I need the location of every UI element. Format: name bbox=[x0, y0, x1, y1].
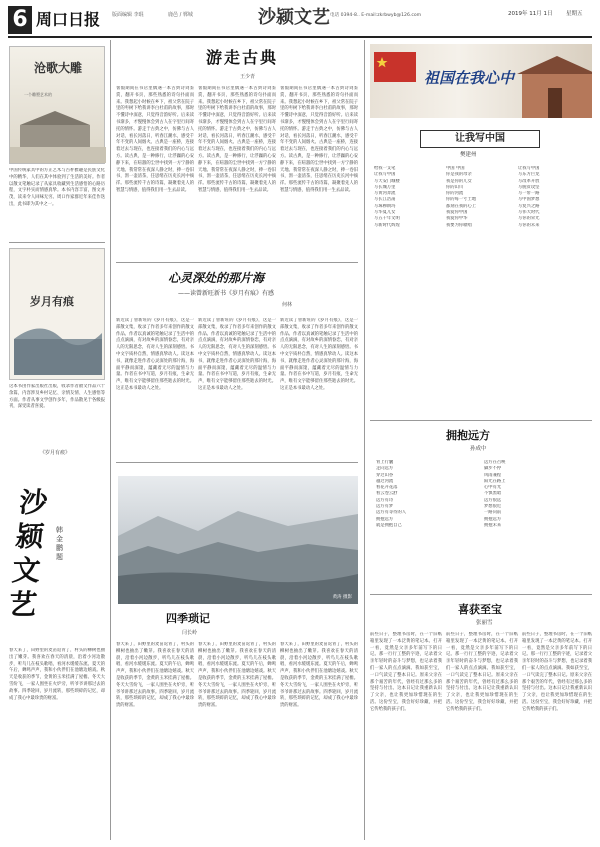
landscape-photo bbox=[118, 476, 358, 604]
page-number: 6 bbox=[8, 6, 32, 34]
seasons-author: 闫长岭 bbox=[182, 630, 198, 636]
right-body-1: 前些日子，整理书房时，在一个旧纸箱里发现了一本泛黄的笔记本。打开一看，竟然是父亲多年前写下的日记。那一行行工整的字迹，记录着父亲年轻时的奋斗与梦想，也记录着我们一家人的点点滴滴。我如获至宝，一口气读完了整本日记。原来父亲在那个艰苦的年代，曾经有过那么多的坚持与付出。这本日记让我重新认识了父亲，也让我更加珍惜现在的生活。这份至宝，我会好好珍藏，并把它传给我的孩子们。 bbox=[370, 632, 442, 712]
review-author: 何林 bbox=[282, 302, 293, 308]
review-body-3: 新近读了曾新旺的《岁月有痕》，这是一部散文集，收录了作者多年来创作的散文作品。作者以真诚的笔触记录了生活中的点点滴滴，有对故乡的深情眷恋，有对亲人的无限思念，有对人生的深刻感悟。书中文字质朴自然，情感真挚动人。读这本书，就像走进作者心灵深处的那片海，海面平静而深邃，蕴藏着无尽的温情与力量。作者在书中写道，岁月有痕，生命无声，唯有文字能够留住那些逝去的时光。这正是本书最动人之处。 bbox=[280, 318, 358, 391]
poem2-col-1 bbox=[376, 460, 476, 529]
poem-col-3 bbox=[518, 166, 590, 229]
review-title: 心灵深处的那片海 bbox=[168, 271, 265, 285]
poem-line: 写珠穆朗玛 bbox=[374, 203, 396, 209]
poem-line: 你的河流 bbox=[446, 191, 464, 197]
poem-line: 写华夏儿女 bbox=[374, 210, 396, 216]
poem-line: 写脱贫攻坚 bbox=[518, 184, 540, 190]
poem-line: 写东方巨龙 bbox=[518, 172, 540, 178]
section-title: 沙颍文艺 bbox=[258, 7, 330, 28]
weekday: 星期五 bbox=[566, 11, 583, 17]
seasons-body-3: 春天来了，田野里的麦苗返青了，村头的柳树也抽出了嫩芽。我喜欢在春天的清晨，沿着小河边散步，听鸟儿在枝头歌唱，看河水缓缓东流。夏天的午后，蝉鸣声声，我和小伙伴们在池塘边嬉戏。秋天是收获的季节，金黄的玉米挂满了屋檐。冬天大雪纷飞，一家人围坐在火炉旁，听爷爷讲那过去的故事。四季轮回，岁月流转，那些琐碎的记忆，却成了我心中最珍贵的财富。 bbox=[280, 642, 358, 709]
poem2-line: 远方有等待的人 bbox=[376, 510, 407, 516]
poem2-title: 拥抱远方 bbox=[446, 429, 490, 442]
banner-text: 祖国在我心中 bbox=[424, 69, 515, 87]
poem2-line: 一路向前 bbox=[484, 510, 502, 516]
book-cover-image bbox=[9, 46, 105, 164]
poem2-line: 拥抱未来 bbox=[484, 522, 502, 528]
poem-line: 写改革开放 bbox=[518, 178, 540, 184]
main-body-2: 暑假期间在书店里偶遇一本古典诗词鉴赏，翻开书页，那些熟悉的诗句扑面而来。我想起小时候在乡下，祖父常在院子里的枣树下给我讲李白杜甫的故事，那时不懂诗中深意，只觉得音韵好听。后来读书渐多，才慢慢体会到古人在字里行间寄托的情怀。游走于古典之中，仿佛与古人对话，看长河落日，听春江潮水，感受千年不变的人间烟火。古典是一座桥，连接着过去与现在，也连接着我们的内心与远方。读古典，是一种修行，让浮躁的心安静下来，在喧嚣的尘世中找到一方宁静的天地。我常常在夜深人静之时，捧一卷旧书，沏一壶清茶，任思绪在历史长河中徜徉。那些流传千古的诗篇，凝聚着先人的智慧与情感，值得我们用一生去品读。 bbox=[198, 86, 276, 193]
poem2-line: 远方很远 bbox=[484, 497, 502, 503]
book-review-cover-text: 这本书由作家出版社出版，收录作者散文作品六十余篇，内容涉及乡村记忆、亲情友情、人生感悟等方面。作者从事文学创作多年，作品散见于各级报刊，深受读者喜爱。 bbox=[9, 384, 105, 410]
review-subtitle: ——读曾新旺新书《岁月有痕》有感 bbox=[178, 290, 275, 297]
poem-line: 写中国梦想 bbox=[518, 197, 540, 203]
poem-line: 写五千年文明 bbox=[374, 216, 400, 222]
review-body-2: 新近读了曾新旺的《岁月有痕》，这是一部散文集，收录了作者多年来创作的散文作品。作者以真诚的笔触记录了生活中的点点滴滴，有对故乡的深情眷恋，有对亲人的无限思念，有对人生的深刻感悟。书中文字质朴自然，情感真挚动人。读这本书，就像走进作者心灵深处的那片海，海面平静而深邃，蕴藏着无尽的温情与力量。作者在书中写道，岁月有痕，生命无声，唯有文字能够留住那些逝去的时光。这正是本书最动人之处。 bbox=[198, 318, 276, 391]
poem-line: 让我写中国 bbox=[518, 166, 540, 171]
landscape-art bbox=[118, 476, 358, 604]
seasons-body-2: 春天来了，田野里的麦苗返青了，村头的柳树也抽出了嫩芽。我喜欢在春天的清晨，沿着小河边散步，听鸟儿在枝头歌唱，看河水缓缓东流。夏天的午后，蝉鸣声声，我和小伙伴们在池塘边嬉戏。秋天是收获的季节，金黄的玉米挂满了屋檐。冬天大雪纷飞，一家人围坐在火炉旁，听爷爷讲那过去的故事。四季轮回，岁月流转，那些琐碎的记忆，却成了我心中最珍贵的财富。 bbox=[198, 642, 276, 709]
banner bbox=[370, 44, 592, 118]
date: 2019年 11月 1日 bbox=[508, 11, 553, 17]
poem-line: 写长城万里 bbox=[374, 184, 396, 190]
cover-2-art bbox=[10, 249, 106, 381]
seasons-body-1: 春天来了，田野里的麦苗返青了，村头的柳树也抽出了嫩芽。我喜欢在春天的清晨，沿着小河边散步，听鸟儿在枝头歌唱，看河水缓缓东流。夏天的午后，蝉鸣声声，我和小伙伴们在池塘边嬉戏。秋天是收获的季节，金黄的玉米挂满了屋檐。冬天大雪纷飞，一家人围坐在火炉旁，听爷爷讲那过去的故事。四季轮回，岁月流转，那些琐碎的记忆，却成了我心中最珍贵的财富。 bbox=[116, 642, 194, 709]
poem-line: 让我写中国 bbox=[374, 172, 396, 178]
poem2-line: 心中有光 bbox=[484, 485, 502, 491]
poem2-col-2 bbox=[484, 460, 584, 529]
section-center: 鹿邑 / 郸城 bbox=[168, 12, 193, 18]
cover-caption: 《岁月有痕》 bbox=[40, 450, 71, 456]
poem2-line: 穿过山谷 bbox=[376, 472, 394, 478]
poem2-line: 拥抱远方 bbox=[484, 516, 502, 522]
flag-icon bbox=[374, 52, 416, 92]
main-body-1: 暑假期间在书店里偶遇一本古典诗词鉴赏，翻开书页，那些熟悉的诗句扑面而来。我想起小时候在乡下，祖父常在院子里的枣树下给我讲李白杜甫的故事，那时不懂诗中深意，只觉得音韵好听。后来读书渐多，才慢慢体会到古人在字里行间寄托的情怀。游走于古典之中，仿佛与古人对话，看长河落日，听春江潮水，感受千年不变的人间烟火。古典是一座桥，连接着过去与现在，也连接着我们的内心与远方。读古典，是一种修行，让浮躁的心安静下来，在喧嚣的尘世中找到一方宁静的天地。我常常在夜深人静之时，捧一卷旧书，沏一壶清茶，任思绪在历史长河中徜徉。那些流传千古的诗篇，凝聚着先人的智慧与情感，值得我们用一生去品读。 bbox=[116, 86, 194, 193]
contacts: 电话 0394-8.. E-mail:zkrbwyb@126.com bbox=[330, 13, 422, 18]
poem-line: 你的山川 bbox=[446, 184, 464, 190]
right-body-2: 前些日子，整理书房时，在一个旧纸箱里发现了一本泛黄的笔记本。打开一看，竟然是父亲多年前写下的日记。那一行行工整的字迹，记录着父亲年轻时的奋斗与梦想，也记录着我们一家人的点点滴滴。我如获至宝，一口气读完了整本日记。原来父亲在那个艰苦的年代，曾经有过那么多的坚持与付出。这本日记让我重新认识了父亲，也让我更加珍惜现在的生活。这份至宝，我会好好珍藏，并把它传给我的孩子们。 bbox=[446, 632, 518, 712]
poem-line: 我是你的儿女 bbox=[446, 178, 472, 184]
calligraphy-signer: 韩金鹏题 bbox=[56, 526, 63, 561]
photo-caption: 黄涛 摄影 bbox=[332, 595, 352, 600]
poem-line: 我爱你中国 bbox=[446, 210, 468, 216]
poem-line: 写黄河奔流 bbox=[374, 191, 396, 197]
poem2-line: 看花开花落 bbox=[376, 485, 398, 491]
seasons-title: 四季琐记 bbox=[166, 612, 210, 625]
poem-line: 写天安门城楼 bbox=[374, 178, 400, 184]
calligraphy-text: 沙颍文艺 bbox=[6, 486, 50, 621]
book-cover-title: 沧歌大雕 bbox=[33, 61, 82, 75]
review-body-1: 新近读了曾新旺的《岁月有痕》，这是一部散文集，收录了作者多年来创作的散文作品。作者以真诚的笔触记录了生活中的点点滴滴，有对故乡的深情眷恋，有对亲人的无限思念，有对人生的深刻感悟。书中文字质朴自然，情感真挚动人。读这本书，就像走进作者心灵深处的那片海，海面平静而深邃，蕴藏着无尽的温情与力量。作者在书中写道，岁月有痕，生命无声，唯有文字能够留住那些逝去的时光。这正是本书最动人之处。 bbox=[116, 318, 194, 391]
poem2-line: 风雨兼程 bbox=[484, 472, 502, 478]
poem-line: 我要为你歌唱 bbox=[446, 222, 472, 228]
poem-line: 写你的荣光 bbox=[518, 216, 540, 222]
poem-line: 写你的未来 bbox=[518, 222, 540, 228]
poem2-line: 远方在召唤 bbox=[484, 460, 506, 465]
book-cover-art bbox=[10, 103, 106, 163]
poem2-line: 梦想很近 bbox=[484, 504, 502, 510]
main-title: 游走古典 bbox=[206, 48, 279, 67]
poem2-line: 阳光在路上 bbox=[484, 478, 506, 484]
poem-line: 都刻在我的心上 bbox=[446, 203, 477, 209]
poem-col-2 bbox=[446, 166, 516, 229]
paper-name: 周口日报 bbox=[36, 10, 101, 29]
poem2-line: 远方有诗 bbox=[376, 497, 394, 503]
poem2-line: 拥抱远方 bbox=[376, 516, 394, 522]
poem2-line: 远方有梦 bbox=[376, 504, 394, 510]
book-cover-caption: 一个雕塑艺术的 bbox=[24, 92, 52, 97]
left-bottom-text: 春天来了，田野里的麦苗返青了，村头的柳树也抽出了嫩芽。我喜欢在春天的清晨，沿着小河边散步，听鸟儿在枝头歌唱，看河水缓缓东流。夏天的午后，蝉鸣声声，我和小伙伴们在池塘边嬉戏。秋天是收获的季节，金黄的玉米挂满了屋檐。冬天大雪纷飞，一家人围坐在火炉旁，听爷爷讲那过去的故事。四季轮回，岁月流转，那些琐碎的记忆，却成了我心中最珍贵的财富。 bbox=[9, 648, 105, 701]
cover-2-title: 岁月有痕 bbox=[30, 295, 74, 308]
main-body-3: 暑假期间在书店里偶遇一本古典诗词鉴赏，翻开书页，那些熟悉的诗句扑面而来。我想起小时候在乡下，祖父常在院子里的枣树下给我讲李白杜甫的故事，那时不懂诗中深意，只觉得音韵好听。后来读书渐多，才慢慢体会到古人在字里行间寄托的情怀。游走于古典之中，仿佛与古人对话，看长河落日，听春江潮水，感受千年不变的人间烟火。古典是一座桥，连接着过去与现在，也连接着我们的内心与远方。读古典，是一种修行，让浮躁的心安静下来，在喧嚣的尘世中找到一方宁静的天地。我常常在夜深人静之时，捧一卷旧书，沏一壶清茶，任思绪在历史长河中徜徉。那些流传千古的诗篇，凝聚着先人的智慧与情感，值得我们用一生去品读。 bbox=[280, 86, 358, 193]
poem-title: 让我写中国 bbox=[420, 130, 540, 148]
right-author: 张丽雪 bbox=[476, 620, 493, 626]
tiananmen-art bbox=[512, 44, 592, 118]
poem-line: 写长江浩荡 bbox=[374, 197, 396, 203]
main-author: 王少青 bbox=[240, 74, 256, 80]
poem-col-1 bbox=[374, 166, 444, 229]
editors: 版面编辑 李琨 bbox=[112, 12, 144, 18]
poem2-line: 不惧黑暗 bbox=[484, 491, 502, 497]
poem-author: 樊建州 bbox=[460, 152, 477, 158]
poem-line: 你是我的母亲 bbox=[446, 172, 472, 178]
poem-line: 中国 中国 bbox=[446, 166, 465, 171]
right-body-3: 前些日子，整理书房时，在一个旧纸箱里发现了一本泛黄的笔记本。打开一看，竟然是父亲多年前写下的日记。那一行行工整的字迹，记录着父亲年轻时的奋斗与梦想，也记录着我们一家人的点点滴滴。我如获至宝，一口气读完了整本日记。原来父亲在那个艰苦的年代，曾经有过那么多的坚持与付出。这本日记让我重新认识了父亲，也让我更加珍惜现在的生活。这份至宝，我会好好珍藏，并把它传给我的孩子们。 bbox=[522, 632, 592, 712]
poem-line: 你的每一寸土地 bbox=[446, 197, 477, 203]
poem2-line: 越过河流 bbox=[376, 478, 394, 484]
poem-line: 写伟大时代 bbox=[518, 210, 540, 216]
book-cover-2 bbox=[9, 248, 105, 380]
book-review-left: 中国传统家具中的方正艺术与古朴雅趣是民族文化中的精华，人们在其中体验到了生活的美好。作者以散文笔触记录了从家具收藏到生活感悟的心路历程，文字朴实而情感真挚。本书内容丰富，图文并茂，读来令人回味无穷。周口作家群近年来佳作迭出，此书即为其中之一。 bbox=[9, 168, 105, 207]
calligraphy bbox=[6, 486, 94, 636]
poem-line: 写新时代辉煌 bbox=[374, 222, 400, 228]
header-rule bbox=[8, 36, 592, 38]
poem2-line: 背上行囊 bbox=[376, 460, 394, 465]
poem2-line: 走向远方 bbox=[376, 466, 394, 472]
poem2-line: 看云卷云舒 bbox=[376, 491, 398, 497]
poem2-line: 就是拥抱自己 bbox=[376, 522, 402, 528]
poem2-line: 脚步不停 bbox=[484, 466, 502, 472]
right-title: 喜获至宝 bbox=[458, 603, 502, 616]
poem-line: 写一带一路 bbox=[518, 191, 540, 197]
poem-line: 写复兴之路 bbox=[518, 203, 540, 209]
poem-line: 我爱你中华 bbox=[446, 216, 468, 222]
poem2-author: 孙成中 bbox=[470, 446, 487, 452]
poem-line: 给我一支笔 bbox=[374, 166, 396, 171]
